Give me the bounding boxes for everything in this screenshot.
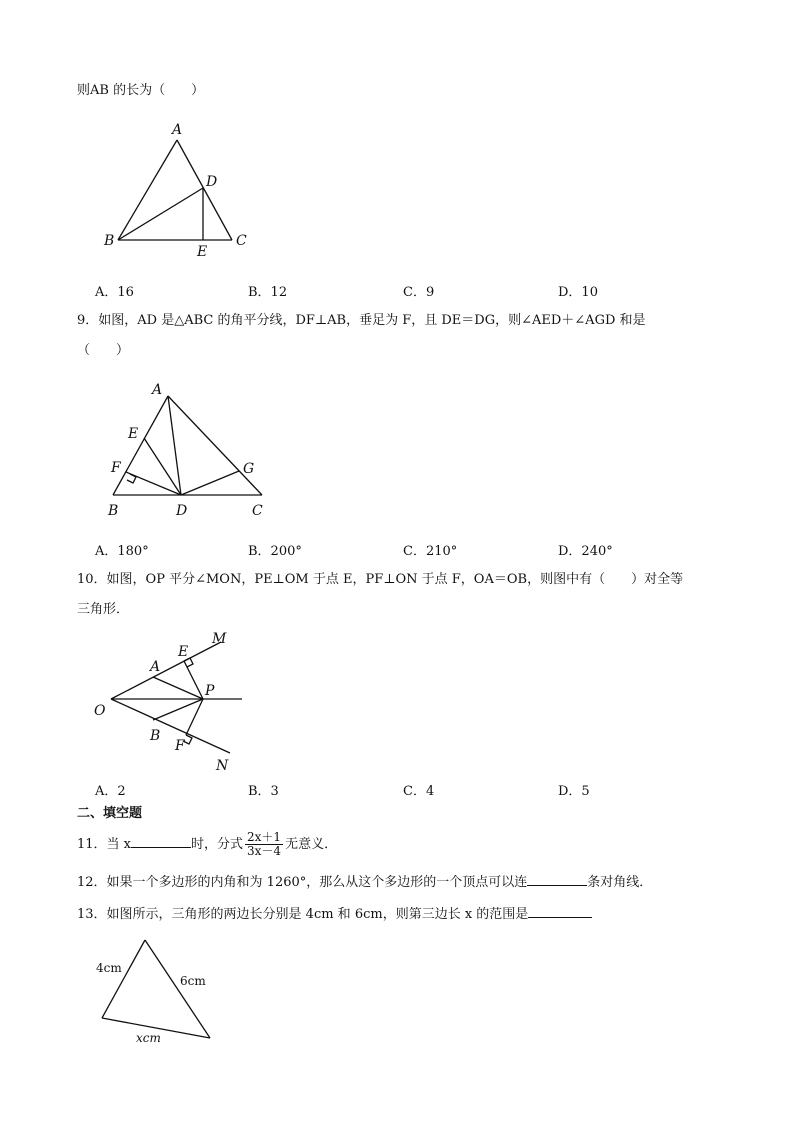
- q10-stem: 10．如图，OP 平分∠MON，PE⊥OM 于点 E，PF⊥ON 于点 F，OA＝OB，则图中有（ ）对全等: [77, 572, 684, 587]
- q11: [77, 830, 337, 860]
- q10-options: [95, 780, 735, 798]
- q9-stem: 9．如图，AD 是△ABC 的角平分线，DF⊥AB，垂足为 F，且 DE＝DG，则∠AED＋∠AGD 和是: [77, 313, 646, 328]
- q8-options: [95, 281, 735, 299]
- q10-option-b[interactable]: B．3: [248, 784, 279, 799]
- q9-label-d: D: [176, 503, 188, 519]
- q11-denominator: 3x－4: [247, 844, 282, 858]
- q10-label-p: P: [205, 683, 215, 699]
- q11-fraction: [245, 831, 283, 858]
- q13-answer-blank[interactable]: [528, 905, 592, 918]
- q9-option-c[interactable]: C．210°: [403, 544, 458, 559]
- q10-label-a: A: [150, 659, 161, 675]
- q13-label-right: 6cm: [180, 974, 206, 988]
- q10-label-o: O: [94, 703, 106, 719]
- q9-label-c: C: [252, 503, 263, 519]
- q10-stem-cont: 三角形．: [77, 602, 130, 617]
- q9-option-b[interactable]: B．200°: [248, 544, 302, 559]
- q10-option-a[interactable]: A．2: [95, 784, 126, 799]
- q9-options: [95, 540, 735, 558]
- q8-label-d: D: [206, 174, 218, 190]
- q12-suffix: 条对角线．: [587, 875, 653, 890]
- q10-label-f: F: [175, 738, 185, 754]
- q12: [77, 873, 652, 892]
- q8-stem: 则AB 的长为（ ）: [77, 83, 205, 98]
- q11-numerator: 2x＋1: [247, 830, 282, 844]
- q8-option-d[interactable]: D．10: [558, 285, 598, 300]
- q10-label-m: M: [212, 631, 227, 647]
- q10-label-e: E: [178, 644, 189, 660]
- section-title-fill-in: 二、填空题: [77, 806, 143, 821]
- q9-option-a[interactable]: A．180°: [95, 544, 149, 559]
- q10-label-b: B: [150, 728, 161, 744]
- q10-label-n: N: [216, 758, 229, 774]
- q11-mid: 时，分式: [191, 837, 244, 852]
- q9-label-e: E: [128, 426, 139, 442]
- q8-option-c[interactable]: C．9: [403, 285, 435, 300]
- q9-option-d[interactable]: D．240°: [558, 544, 613, 559]
- q13: [77, 905, 592, 924]
- q8-option-b[interactable]: B．12: [248, 285, 288, 300]
- q8-label-a: A: [172, 122, 183, 138]
- q9-label-a: A: [152, 382, 163, 398]
- q12-answer-blank[interactable]: [527, 873, 587, 886]
- q10-figure: [90, 625, 260, 775]
- q12-prefix: 12．如果一个多边形的内角和为 1260°，那么从这个多边形的一个顶点可以连: [77, 875, 528, 890]
- q13-label-bottom: xcm: [136, 1031, 161, 1045]
- q8-figure: [100, 120, 260, 265]
- q11-suffix: 无意义．: [285, 837, 338, 852]
- q10-option-d[interactable]: D．5: [558, 784, 590, 799]
- q10-option-c[interactable]: C．4: [403, 784, 435, 799]
- q13-text: 13．如图所示，三角形的两边长分别是 4cm 和 6cm，则第三边长 x 的范围是: [77, 907, 529, 922]
- q13-label-left: 4cm: [96, 961, 122, 975]
- q8-label-b: B: [104, 233, 115, 249]
- q9-label-g: G: [243, 461, 255, 477]
- q9-stem-cont: （ ）: [77, 343, 130, 358]
- q9-label-b: B: [108, 503, 119, 519]
- q11-prefix: 11．当 x: [77, 837, 132, 852]
- q9-label-f: F: [111, 460, 121, 476]
- q11-answer-blank[interactable]: [131, 835, 191, 848]
- q8-label-e: E: [197, 244, 208, 260]
- q13-figure: [90, 930, 230, 1050]
- q8-option-a[interactable]: A．16: [95, 285, 134, 300]
- q9-figure: [100, 378, 280, 523]
- q8-label-c: C: [236, 233, 247, 249]
